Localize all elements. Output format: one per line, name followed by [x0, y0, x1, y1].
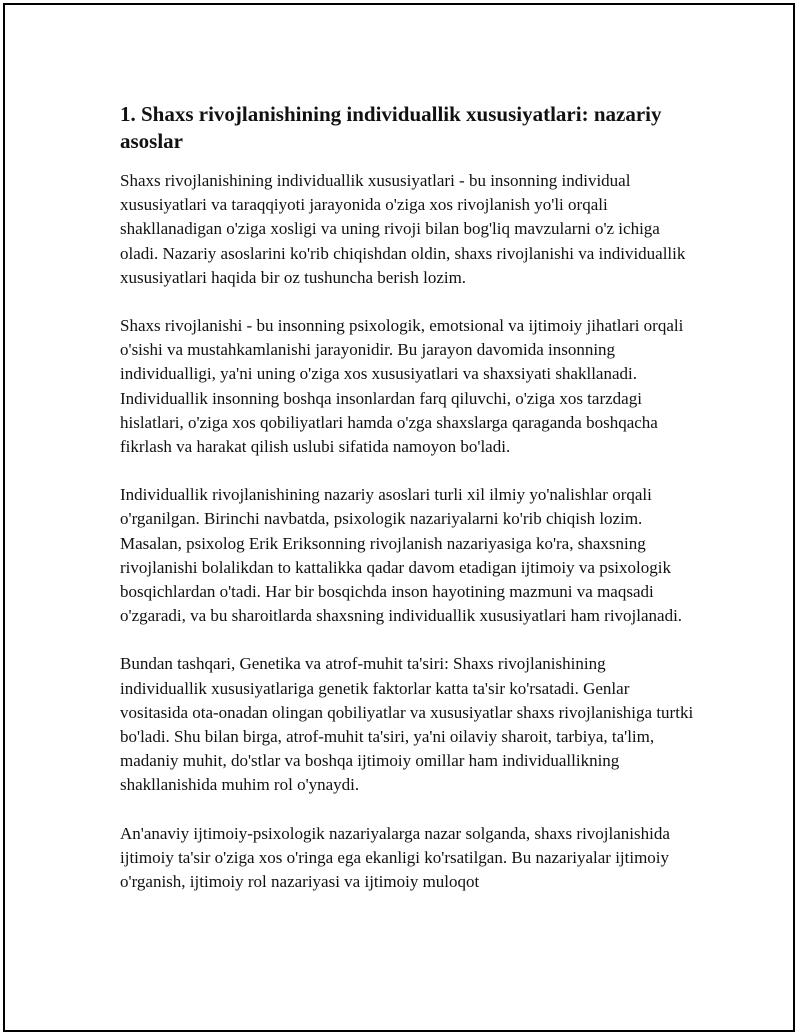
page-frame [3, 3, 795, 1032]
document-body [120, 101, 695, 918]
paragraph-5: An'anaviy ijtimoiy-psixologik nazariyalarga nazar solganda, shaxs rivojlanishida ijtimoiy ta'sir o'ziga xos o'ringa ega ekanligi ko'rsatilgan. Bu nazariyalar ijtimoiy o'rganish, ijtimoiy rol nazariyasi va ijtimoiy muloqot [120, 823, 670, 892]
paragraph-1: Shaxs rivojlanishining individuallik xususiyatlari - bu insonning individual xususiyatlari va taraqqiyoti jarayonida o'ziga xos rivojlanish yo'li orqali shakllanadigan o'ziga xosligi va uning rivoji bilan bog'liq mavzularni o'z ichiga oladi. Nazariy asoslarini ko'rib chiqishdan oldin, shaxs rivojlanishi va individuallik xususiyatlari haqida bir oz tushuncha berish lozim. [120, 171, 686, 287]
paragraph-2: Shaxs rivojlanishi - bu insonning psixologik, emotsional va ijtimoiy jihatlari orqali o'sishi va mustahkamlanishi jarayonidir. Bu jarayon davomida insonning individualligi, ya'ni uning o'ziga xos xususiyatlari va shaxsiyati shakllanadi. Individuallik insonning boshqa insonlardan farq qiluvchi, o'ziga xos tarzdagi hislatlari, o'ziga xos qobiliyatlari hamda o'zga shaxslarga qaraganda boshqacha fikrlash va harakat qilish uslubi sifatida namoyon bo'ladi. [120, 316, 684, 457]
paragraph-3: Individuallik rivojlanishining nazariy asoslari turli xil ilmiy yo'nalishlar orqali o'rganilgan. Birinchi navbatda, psixologik nazariyalarni ko'rib chiqish lozim. Masalan, psixolog Erik Eriksonning rivojlanish nazariyasiga ko'ra, shaxsning rivojlanishi bolalikdan to kattalikka qadar davom etadigan ijtimoiy va psixologik bosqichlardan o'tadi. Har bir bosqichda inson hayotining mazmuni va maqsadi o'zgaradi, va bu sharoitlarda shaxsning individuallik xususiyatlari ham rivojlanadi. [120, 485, 683, 626]
section-heading: 1. Shaxs rivojlanishining individuallik xususiyatlari: nazariy asoslar [120, 102, 662, 153]
paragraph-4: Bundan tashqari, Genetika va atrof-muhit ta'siri: Shaxs rivojlanishining individuallik xususiyatlariga genetik faktorlar katta ta'sir ko'rsatadi. Genlar vositasida ota-onadan olingan qobiliyatlar va xususiyatlar shaxs rivojlanishiga turtki bo'ladi. Shu bilan birga, atrof-muhit ta'siri, ya'ni oilaviy sharoit, tarbiya, ta'lim, madaniy muhit, do'stlar va boshqa ijtimoiy omillar ham individuallikning shakllanishida muhim rol o'ynaydi. [120, 654, 694, 795]
